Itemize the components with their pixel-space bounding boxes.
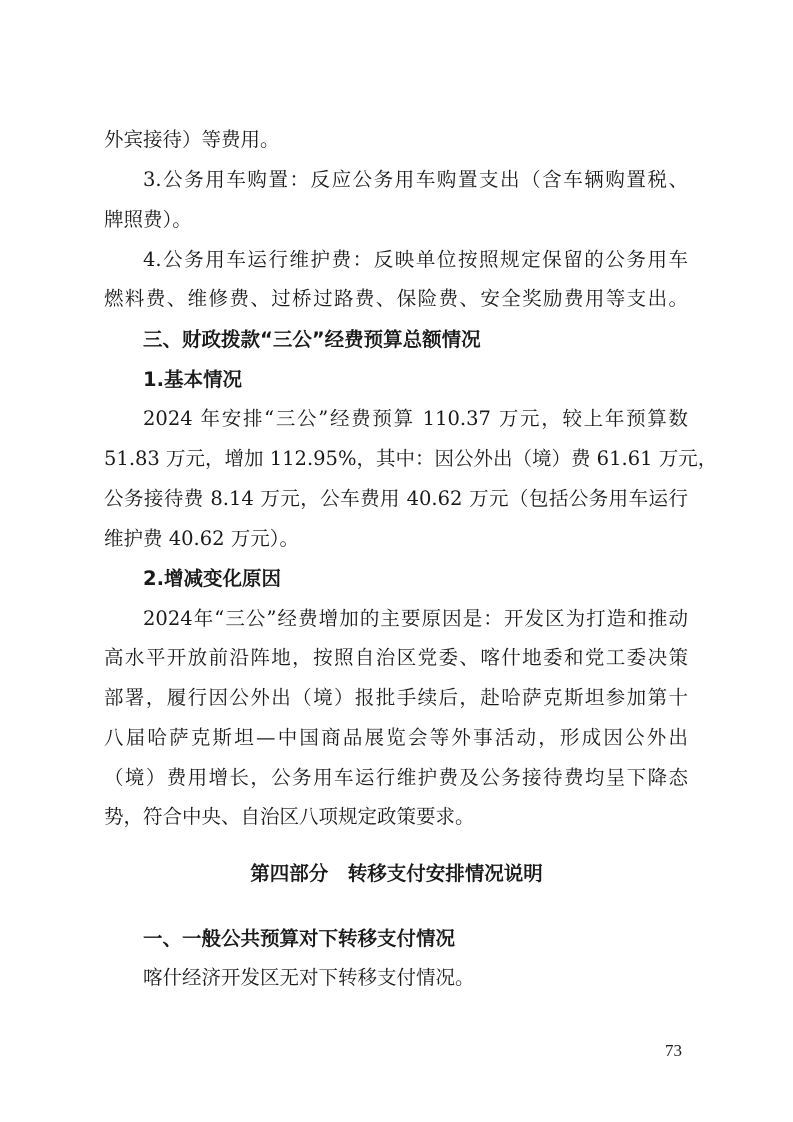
- text-line: （境）费用增长，公务用车运行维护费及公务接待费均呈下降态: [104, 766, 688, 789]
- text-line: 维护费 40.62 万元）。: [104, 527, 299, 550]
- text-line: 外宾接待）等费用。: [104, 128, 280, 151]
- text-line: 3.公务用车购置：反应公务用车购置支出（含车辆购置税、: [143, 168, 688, 191]
- text-line: 2024 年安排“三公”经费预算 110.37 万元，较上年预算数: [143, 407, 688, 430]
- text-line: 喀什经济开发区无对下转移支付情况。: [143, 966, 475, 989]
- text-line: 高水平开放前沿阵地，按照自治区党委、喀什地委和党工委决策: [104, 646, 688, 669]
- subsection-heading: 2.增减变化原因: [143, 567, 281, 590]
- text-line: 势，符合中央、自治区八项规定政策要求。: [104, 805, 475, 828]
- text-line: 牌照费）。: [104, 208, 192, 231]
- text-line: 部署，履行因公外出（境）报批手续后，赴哈萨克斯坦参加第十: [104, 686, 688, 709]
- text-line: 4.公务用车运行维护费：反映单位按照规定保留的公务用车: [143, 248, 688, 271]
- text-line: 2024年“三公”经费增加的主要原因是：开发区为打造和推动: [143, 607, 688, 630]
- text-line: 八届哈萨克斯坦—中国商品展览会等外事活动，形成因公外出: [104, 726, 688, 749]
- section-heading: 三、财政拨款“三公”经费预算总额情况: [143, 328, 481, 351]
- subsection-heading: 1.基本情况: [143, 368, 242, 391]
- text-line: 燃料费、维修费、过桥过路费、保险费、安全奖励费用等支出。: [104, 287, 688, 310]
- section-heading: 一、一般公共预算对下转移支付情况: [143, 927, 456, 950]
- text-line: 公务接待费 8.14 万元，公车费用 40.62 万元（包括公务用车运行: [104, 487, 688, 510]
- page-number: 73: [665, 1041, 682, 1060]
- text-line: 51.83 万元，增加 112.95%，其中：因公外出（境）费 61.61 万元，: [104, 447, 718, 470]
- part-heading: 第四部分 转移支付安排情况说明: [250, 862, 543, 885]
